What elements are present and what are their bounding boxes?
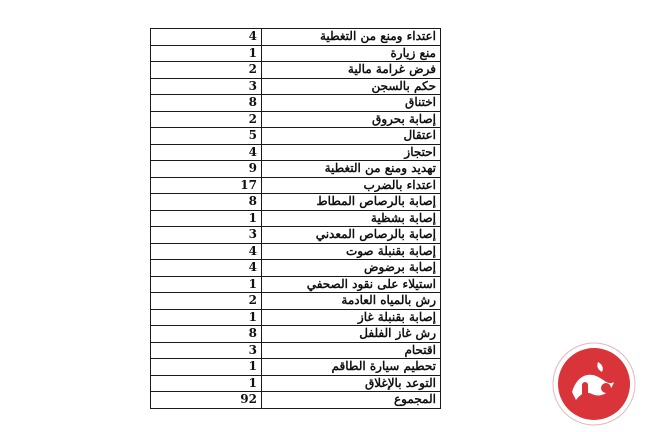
count-cell: 8 bbox=[151, 326, 262, 343]
table-row bbox=[151, 29, 441, 46]
label-cell: التوعد بالإغلاق bbox=[262, 375, 441, 392]
label-cell: استيلاء على نقود الصحفي bbox=[262, 276, 441, 293]
count-cell: 1 bbox=[151, 375, 262, 392]
count-cell: 3 bbox=[151, 342, 262, 359]
label-cell: اقتحام bbox=[262, 342, 441, 359]
count-cell: 8 bbox=[151, 95, 262, 112]
label-cell: رش بالمياه العادمة bbox=[262, 293, 441, 310]
table-total-row bbox=[151, 392, 441, 409]
table-row bbox=[151, 144, 441, 161]
count-cell: 3 bbox=[151, 78, 262, 95]
table-row bbox=[151, 227, 441, 244]
label-cell: إصابة برضوض bbox=[262, 260, 441, 277]
label-cell: إصابة بقنبلة غاز bbox=[262, 309, 441, 326]
table-row bbox=[151, 309, 441, 326]
table-row bbox=[151, 243, 441, 260]
table-row bbox=[151, 45, 441, 62]
label-cell: إصابة بالرصاص المطاط bbox=[262, 194, 441, 211]
label-cell: إصابة بحروق bbox=[262, 111, 441, 128]
count-cell: 4 bbox=[151, 144, 262, 161]
total-count-cell: 92 bbox=[151, 392, 262, 409]
label-cell: اعتقال bbox=[262, 128, 441, 145]
label-cell: إصابة بشظية bbox=[262, 210, 441, 227]
total-label-cell: المجموع bbox=[262, 392, 441, 409]
count-cell: 3 bbox=[151, 227, 262, 244]
maan-logo-icon bbox=[552, 342, 636, 426]
label-cell: اعتداء ومنع من التغطية bbox=[262, 29, 441, 46]
count-cell: 2 bbox=[151, 293, 262, 310]
table-row bbox=[151, 293, 441, 310]
violations-table bbox=[150, 28, 441, 409]
label-cell: تحطيم سيارة الطاقم bbox=[262, 359, 441, 376]
count-cell: 1 bbox=[151, 309, 262, 326]
table-row bbox=[151, 375, 441, 392]
table-row bbox=[151, 359, 441, 376]
count-cell: 4 bbox=[151, 29, 262, 46]
table-row bbox=[151, 210, 441, 227]
table-row bbox=[151, 177, 441, 194]
count-cell: 4 bbox=[151, 260, 262, 277]
table-row bbox=[151, 194, 441, 211]
label-cell: منع زيارة bbox=[262, 45, 441, 62]
table-row bbox=[151, 342, 441, 359]
table-row bbox=[151, 161, 441, 178]
label-cell: إصابة بقنبلة صوت bbox=[262, 243, 441, 260]
table-row bbox=[151, 276, 441, 293]
table-body bbox=[151, 29, 441, 409]
label-cell: اعتداء بالضرب bbox=[262, 177, 441, 194]
count-cell: 2 bbox=[151, 62, 262, 79]
label-cell: تهديد ومنع من التغطية bbox=[262, 161, 441, 178]
label-cell: اختناق bbox=[262, 95, 441, 112]
count-cell: 9 bbox=[151, 161, 262, 178]
count-cell: 1 bbox=[151, 276, 262, 293]
table-row bbox=[151, 326, 441, 343]
label-cell: فرض غرامة مالية bbox=[262, 62, 441, 79]
count-cell: 2 bbox=[151, 111, 262, 128]
label-cell: حكم بالسجن bbox=[262, 78, 441, 95]
label-cell: رش غاز الفلفل bbox=[262, 326, 441, 343]
count-cell: 5 bbox=[151, 128, 262, 145]
count-cell: 1 bbox=[151, 45, 262, 62]
count-cell: 17 bbox=[151, 177, 262, 194]
table-row bbox=[151, 111, 441, 128]
label-cell: احتجاز bbox=[262, 144, 441, 161]
table-row bbox=[151, 78, 441, 95]
table-row bbox=[151, 62, 441, 79]
count-cell: 4 bbox=[151, 243, 262, 260]
table-row bbox=[151, 128, 441, 145]
table-row bbox=[151, 260, 441, 277]
count-cell: 8 bbox=[151, 194, 262, 211]
count-cell: 1 bbox=[151, 210, 262, 227]
count-cell: 1 bbox=[151, 359, 262, 376]
table-row bbox=[151, 95, 441, 112]
label-cell: إصابة بالرصاص المعدني bbox=[262, 227, 441, 244]
